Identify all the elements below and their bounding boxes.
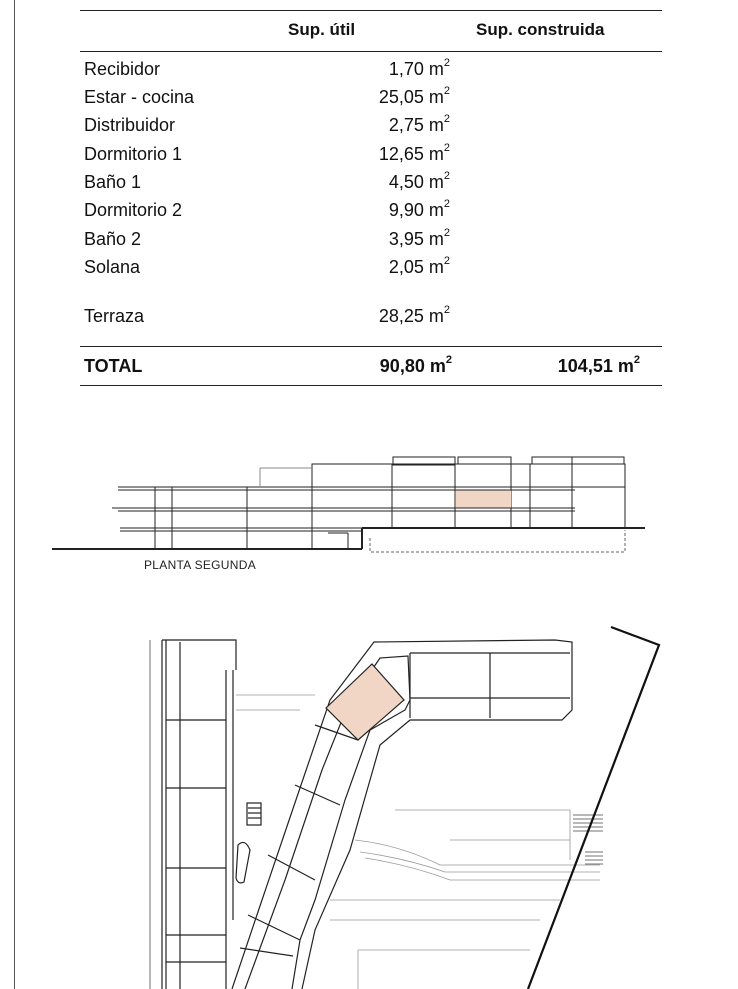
surface-table (80, 10, 662, 386)
table-row (84, 229, 644, 253)
room-area: 1,70 $m^2$ (388, 57, 450, 79)
table-row (84, 87, 644, 111)
room-name: Terraza (84, 306, 145, 326)
table-row (84, 144, 644, 168)
elevation-label: PLANTA SEGUNDA (144, 558, 257, 572)
room-name: Dormitorio 2 (84, 200, 183, 220)
plot-boundary (528, 627, 659, 989)
room-name: Distribuidor (84, 115, 176, 135)
total-util: 90,80 $m^2$ (379, 354, 452, 376)
table-row (84, 172, 644, 196)
table-row (84, 306, 644, 330)
elevation-drawing (0, 440, 738, 560)
highlighted-unit-plan (326, 664, 404, 740)
room-area: 3,95 $m^2$ (388, 227, 450, 249)
header-sup-construida: Sup. construida (476, 20, 605, 39)
table-row (84, 59, 644, 83)
room-name: Solana (84, 257, 141, 277)
header-sup-util: Sup. útil (288, 20, 356, 39)
room-area: 25,05 $m^2$ (378, 85, 450, 107)
total-row (80, 346, 662, 386)
room-name: Recibidor (84, 59, 161, 79)
room-area: 2,05 $m^2$ (388, 255, 450, 277)
room-name: Baño 2 (84, 229, 142, 249)
floor-plan-drawing (0, 600, 738, 989)
table-body (80, 52, 662, 346)
table-header (80, 10, 662, 52)
total-label: TOTAL (84, 356, 143, 376)
room-area: 9,90 $m^2$ (388, 198, 450, 220)
room-name: Dormitorio 1 (84, 144, 183, 164)
total-construida: 104,51 $m^2$ (557, 354, 640, 376)
room-name: Estar - cocina (84, 87, 195, 107)
room-area: 4,50 $m^2$ (388, 170, 450, 192)
table-row (84, 257, 644, 281)
room-area: 28,25 $m^2$ (378, 304, 450, 326)
highlighted-unit-elevation (456, 490, 511, 508)
table-row (84, 115, 644, 139)
room-area: 12,65 $m^2$ (378, 142, 450, 164)
room-area: 2,75 $m^2$ (388, 113, 450, 135)
room-name: Baño 1 (84, 172, 142, 192)
table-row (84, 200, 644, 224)
